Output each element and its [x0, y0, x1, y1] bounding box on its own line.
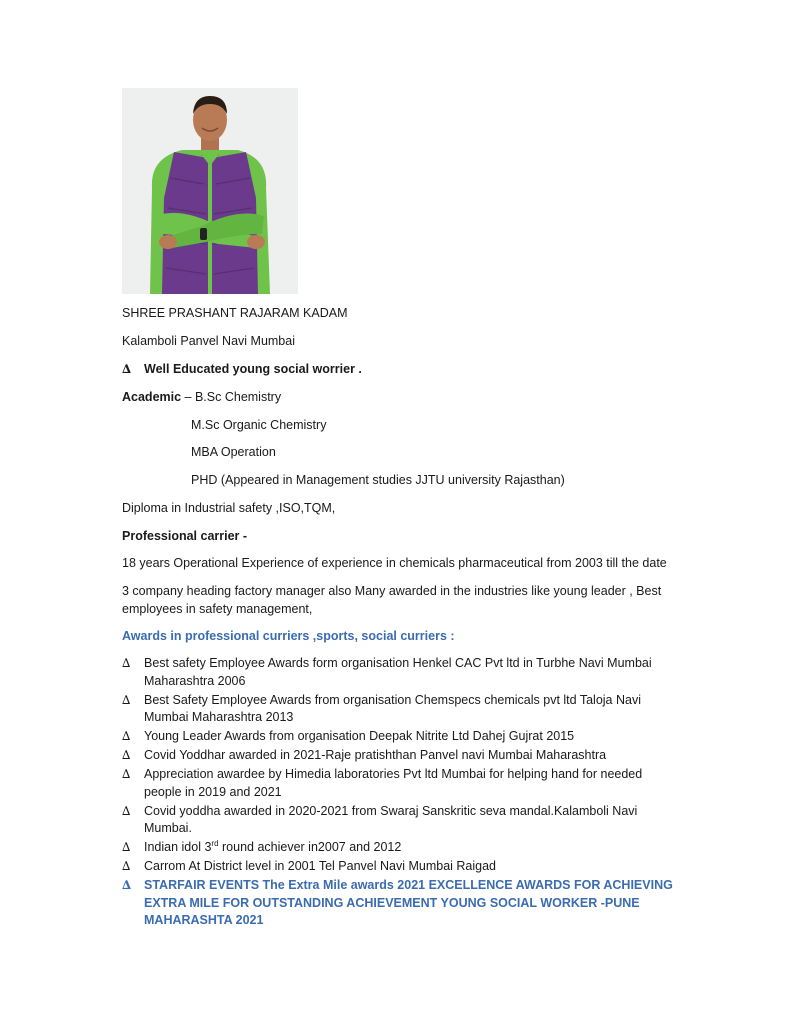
- professional-heading: Professional carrier -: [122, 529, 248, 543]
- delta-bullet-icon: ∆: [122, 859, 131, 873]
- delta-bullet-icon: ∆: [122, 362, 132, 376]
- list-item: [122, 839, 682, 857]
- delta-bullet-icon: ∆: [122, 748, 131, 762]
- academic-row: [122, 389, 281, 405]
- academic-item: M.Sc Organic Chemistry: [191, 418, 327, 432]
- list-item: [122, 877, 682, 930]
- idol-pre: Indian idol 3: [144, 840, 212, 854]
- awards-heading: Awards in professional curriers ,sports, social curriers :: [122, 629, 455, 643]
- award-text: Covid yoddha awarded in 2020-2021 from Swaraj Sanskritic seva mandal.Kalamboli Navi Mumbai.: [144, 803, 638, 835]
- person-name: SHREE PRASHANT RAJARAM KADAM: [122, 306, 348, 320]
- award-text: Best safety Employee Awards form organisation Henkel CAC Pvt ltd in Turbhe Navi Mumbai Maharashtra 2006: [144, 656, 652, 688]
- delta-bullet-icon: ∆: [122, 840, 131, 854]
- idol-sup: rd: [211, 838, 219, 848]
- profile-photo: [122, 88, 298, 294]
- list-item: [122, 747, 682, 765]
- academic-first: B.Sc Chemistry: [194, 390, 282, 404]
- list-item: [122, 766, 682, 801]
- experience: 18 years Operational Experience of experience in chemicals pharmaceutical from 2003 till the date: [122, 556, 667, 570]
- location: Kalamboli Panvel Navi Mumbai: [122, 334, 295, 348]
- award-text: Young Leader Awards from organisation Deepak Nitrite Ltd Dahej Gujrat 2015: [144, 729, 575, 743]
- delta-bullet-icon: ∆: [122, 767, 131, 781]
- award-text: [144, 840, 401, 854]
- award-text: Covid Yoddhar awarded in 2021-Raje pratishthan Panvel navi Mumbai Maharashtra: [144, 748, 607, 762]
- awards-list: [122, 655, 682, 931]
- award-text: Appreciation awardee by Himedia laboratories Pvt ltd Mumbai for helping hand for needed people in 2019 and 2021: [144, 767, 643, 799]
- delta-bullet-icon: ∆: [122, 692, 131, 707]
- summary-line: 3 company heading factory manager also Many awarded in the industries like young leader , Best: [122, 584, 662, 598]
- award-text: STARFAIR EVENTS The Extra Mile awards 2021 EXCELLENCE AWARDS FOR ACHIEVING EXTRA MILE FOR OUTSTANDING ACHIEVEMENT YOUNG SOCIAL WORKER -PUNE MAHARASHTA 2021: [144, 878, 673, 927]
- list-item: [122, 692, 682, 727]
- delta-bullet-icon: ∆: [122, 878, 132, 892]
- list-item: [122, 858, 682, 876]
- list-item: [122, 655, 682, 690]
- delta-bullet-icon: ∆: [122, 729, 131, 743]
- idol-post: round achiever in2007 and 2012: [218, 840, 402, 854]
- list-item: [122, 728, 682, 746]
- delta-bullet-icon: ∆: [122, 656, 131, 670]
- academic-item: MBA Operation: [191, 445, 276, 459]
- academic-dash: –: [181, 390, 195, 404]
- award-text: Best Safety Employee Awards from organisation Chemspecs chemicals pvt ltd Taloja Navi Mumbai Maharashtra 2013: [144, 692, 641, 724]
- academic-label: Academic: [122, 390, 182, 404]
- academic-item: PHD (Appeared in Management studies JJTU university Rajasthan): [191, 473, 565, 487]
- delta-bullet-icon: ∆: [122, 803, 131, 818]
- portrait-illustration: [122, 88, 298, 294]
- tagline: Well Educated young social worrier .: [144, 362, 362, 376]
- list-item: [122, 803, 682, 838]
- summary-line: employees in safety management,: [122, 602, 313, 616]
- tagline-row: [122, 361, 362, 377]
- diploma: Diploma in Industrial safety ,ISO,TQM,: [122, 501, 336, 515]
- award-text: Carrom At District level in 2001 Tel Panvel Navi Mumbai Raigad: [144, 859, 497, 873]
